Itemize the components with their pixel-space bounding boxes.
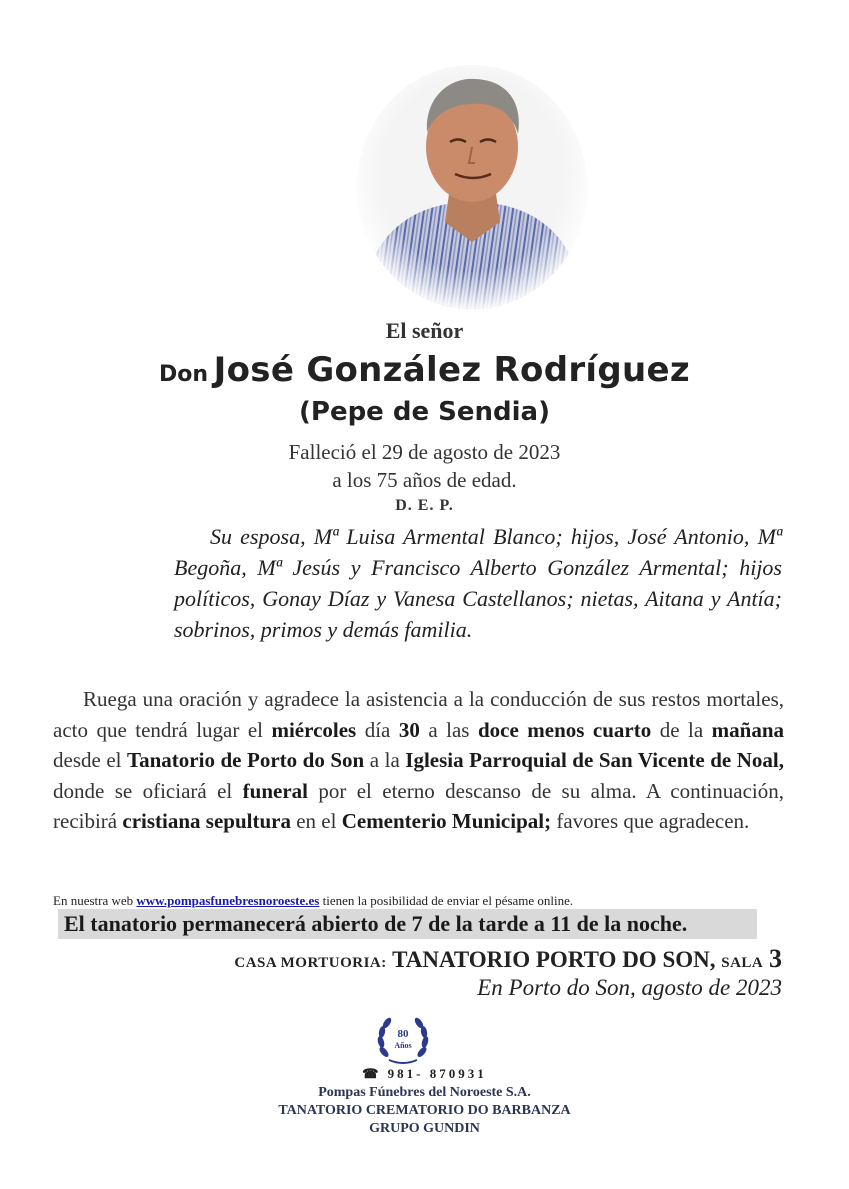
group-name: GRUPO GUNDIN: [369, 1121, 480, 1136]
casa-name: TANATORIO PORTO DO SON,: [392, 947, 716, 972]
web-notice: En nuestra web www.pompasfunebresnoroeste.es tienen la posibilidad de enviar el pésame online.: [53, 893, 574, 908]
dep-line: D. E. P.: [395, 497, 454, 514]
death-date: Falleció el 29 de agosto de 2023: [288, 440, 561, 464]
tanatorio-hours: El tanatorio permanecerá abierto de 7 de la tarde a 11 de la noche.: [58, 909, 757, 939]
casa-label: CASA MORTUORIA:: [234, 955, 387, 971]
crematorio-name: TANATORIO CREMATORIO DO BARBANZA: [278, 1103, 571, 1118]
company-block: [0, 1084, 849, 1138]
casa-mortuoria: [234, 944, 782, 974]
place-date: En Porto do Son, agosto de 2023: [477, 975, 782, 1000]
honorific: Don: [159, 362, 209, 387]
title-line: El señor: [385, 318, 464, 343]
logo-number: 80: [397, 1028, 409, 1040]
deceased-name: [0, 350, 849, 390]
age-line: a los 75 años de edad.: [332, 468, 517, 492]
portrait-photo: [355, 62, 590, 312]
ceremony-paragraph: Ruega una oración y agradece la asistencia a la conducción de sus restos mortales, acto que tendrá lugar el miércoles día 30 a las doce menos cuarto de la mañana desde el Tanatorio de Porto do Son a la Iglesia Parroquial de San Vicente de Noal, donde se oficiará el funeral por el eterno descanso de su alma. A continuación, recibirá cristiana sepultura en el Cementerio Municipal; favores que agradecen.: [53, 687, 784, 833]
website-link[interactable]: www.pompasfunebresnoroeste.es: [136, 893, 320, 908]
phone-line: [0, 1066, 849, 1082]
anniversary-logo: [375, 1012, 431, 1066]
family-paragraph: Su esposa, Mª Luisa Armental Blanco; hijos, José Antonio, Mª Begoña, Mª Jesús y Francisco Alberto González Armental; hijos políticos, Gonay Díaz y Vanesa Castellanos; nietas, Aitana y Antía; sobrinos, primos y demás familia.: [174, 524, 782, 642]
phone-number: 981- 870931: [387, 1066, 487, 1081]
sala-number: 3: [769, 944, 782, 973]
nickname: (Pepe de Sendia): [299, 397, 550, 427]
phone-icon: ☎: [362, 1066, 382, 1081]
company-name: Pompas Fúnebres del Noroeste S.A.: [318, 1085, 531, 1100]
logo-word: Años: [394, 1041, 412, 1050]
sala-label: SALA: [721, 955, 764, 971]
full-name: José González Rodríguez: [213, 350, 690, 390]
